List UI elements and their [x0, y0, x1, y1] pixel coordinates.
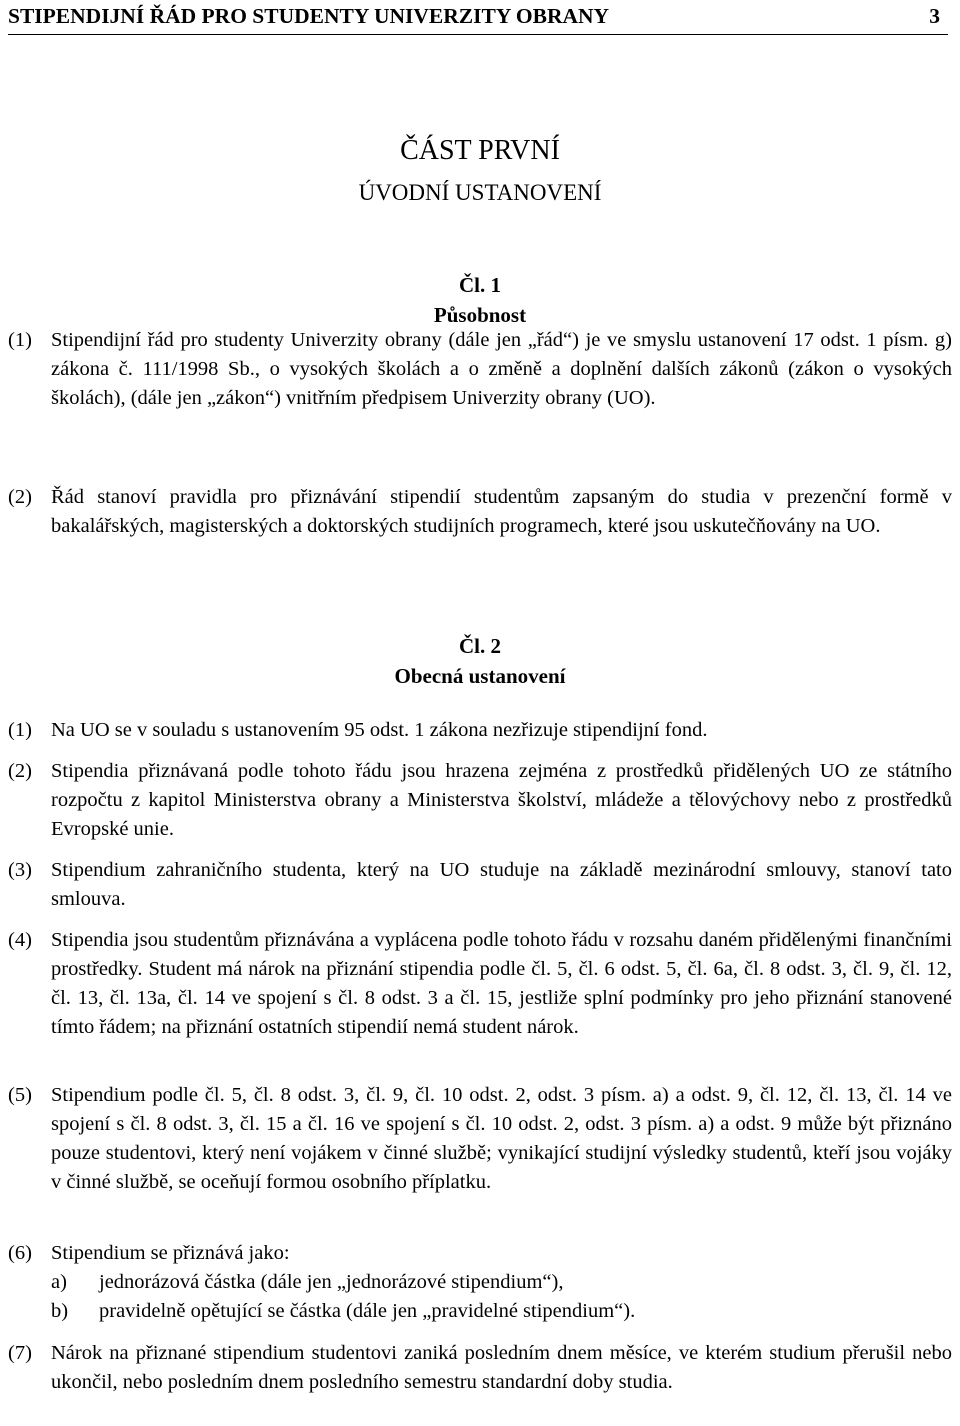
paragraph — [8, 757, 952, 844]
paragraph-text: Nárok na přiznané stipendium studentovi zaniká posledním dnem měsíce, ve kterém studium přerušil nebo ukončil, nebo posledním dnem posledního semestru standardní doby studia. — [51, 1342, 952, 1393]
paragraph — [8, 1081, 952, 1197]
paragraph — [8, 1339, 952, 1397]
paragraph-text: Stipendium zahraničního studenta, který na UO studuje na základě mezinárodní smlouvy, stanoví tato smlouva. — [51, 859, 952, 910]
paragraph — [8, 483, 952, 541]
paragraph-text: Na UO se v souladu s ustanovením 95 odst. 1 zákona nezřizuje stipendijní fond. — [51, 719, 708, 741]
header-title: STIPENDIJNÍ ŘÁD PRO STUDENTY UNIVERZITY OBRANY — [8, 4, 610, 28]
list-item-label: b) — [51, 1300, 69, 1322]
list-item-label: a) — [51, 1271, 67, 1293]
paragraph-text: Stipendium podle čl. 5, čl. 8 odst. 3, čl. 9, čl. 10 odst. 2, odst. 3 písm. a) a odst. 9, čl. 12, čl. 13, čl. 14 ve spojení s čl. 8 odst. 3, čl. 15 a čl. 16 ve spojení s čl. 10 odst. 2, odst. 3 písm. a) a odst. 9 může být přiznáno pouze studentovi, který není vojákem v činné službě; vynikající studijní výsledky studentů, kteří jsou vojáky v činné službě, se oceňují formou osobního příplatku. — [51, 1084, 952, 1193]
page-number: 3 — [929, 4, 940, 28]
article-number: Čl. 2 — [459, 634, 501, 658]
part-title: ČÁST PRVNÍ — [400, 135, 560, 166]
paragraph-number: (2) — [8, 486, 32, 508]
paragraph-text: Stipendia jsou studentům přiznávána a vyplácena podle tohoto řádu v rozsahu daném přidělenými finančními prostředky. Student má nárok na přiznání stipendia podle čl. 5, čl. 6 odst. 5, čl. 6a, čl. 8 odst. 3, čl. 9, čl. 12, čl. 13, čl. 13a, čl. 14 ve spojení s čl. 8 odst. 3 a čl. 15, jestliže splní podmínky pro jeho přiznání stanovené tímto řádem; na přiznání ostatních stipendií nemá student nárok. — [51, 929, 952, 1038]
paragraph-text: Stipendia přiznávaná podle tohoto řádu jsou hrazena zejména z prostředků přidělených UO ze státního rozpočtu z kapitol Ministerstva obrany a Ministerstva školství, mládeže a tělovýchovy nebo z prostředků Evropské unie. — [51, 760, 952, 840]
article-title: Působnost — [433, 303, 527, 327]
part-subtitle: ÚVODNÍ USTANOVENÍ — [358, 180, 602, 205]
paragraph — [8, 856, 952, 914]
paragraph-number: (4) — [8, 929, 32, 951]
paragraph-number: (5) — [8, 1084, 32, 1106]
paragraph-number: (3) — [8, 859, 32, 881]
paragraph — [8, 926, 952, 1042]
paragraph-text: Řád stanoví pravidla pro přiznávání stipendií studentům zapsaným do studia v prezenční formě v bakalářských, magisterských a doktorských studijních programech, které jsou uskutečňovány na UO. — [51, 486, 952, 537]
paragraph-number: (6) — [8, 1242, 32, 1264]
paragraph-number: (7) — [8, 1342, 32, 1364]
list-item-text: jednorázová částka (dále jen „jednorázové stipendium“), — [99, 1271, 564, 1293]
paragraph-text: Stipendium se přiznává jako: — [51, 1242, 290, 1264]
paragraph — [8, 1239, 952, 1268]
paragraph — [8, 716, 952, 745]
list-item-text: pravidelně opětující se částka (dále jen „pravidelné stipendium“). — [99, 1300, 636, 1322]
paragraph-text: Stipendijní řád pro studenty Univerzity obrany (dále jen „řád“) je ve smyslu ustanovení 17 odst. 1 písm. g) zákona č. 111/1998 Sb., o vysokých školách a o změně a doplnění dalších zákonů (zákon o vysokých školách), (dále jen „zákon“) vnitřním předpisem Univerzity obrany (UO). — [51, 329, 952, 409]
paragraph-number: (1) — [8, 329, 32, 351]
paragraph-number: (2) — [8, 760, 32, 782]
running-header — [8, 0, 948, 35]
paragraph-number: (1) — [8, 719, 32, 741]
article-number: Čl. 1 — [459, 273, 501, 297]
article-title: Obecná ustanovení — [394, 664, 566, 688]
paragraph — [8, 326, 952, 413]
